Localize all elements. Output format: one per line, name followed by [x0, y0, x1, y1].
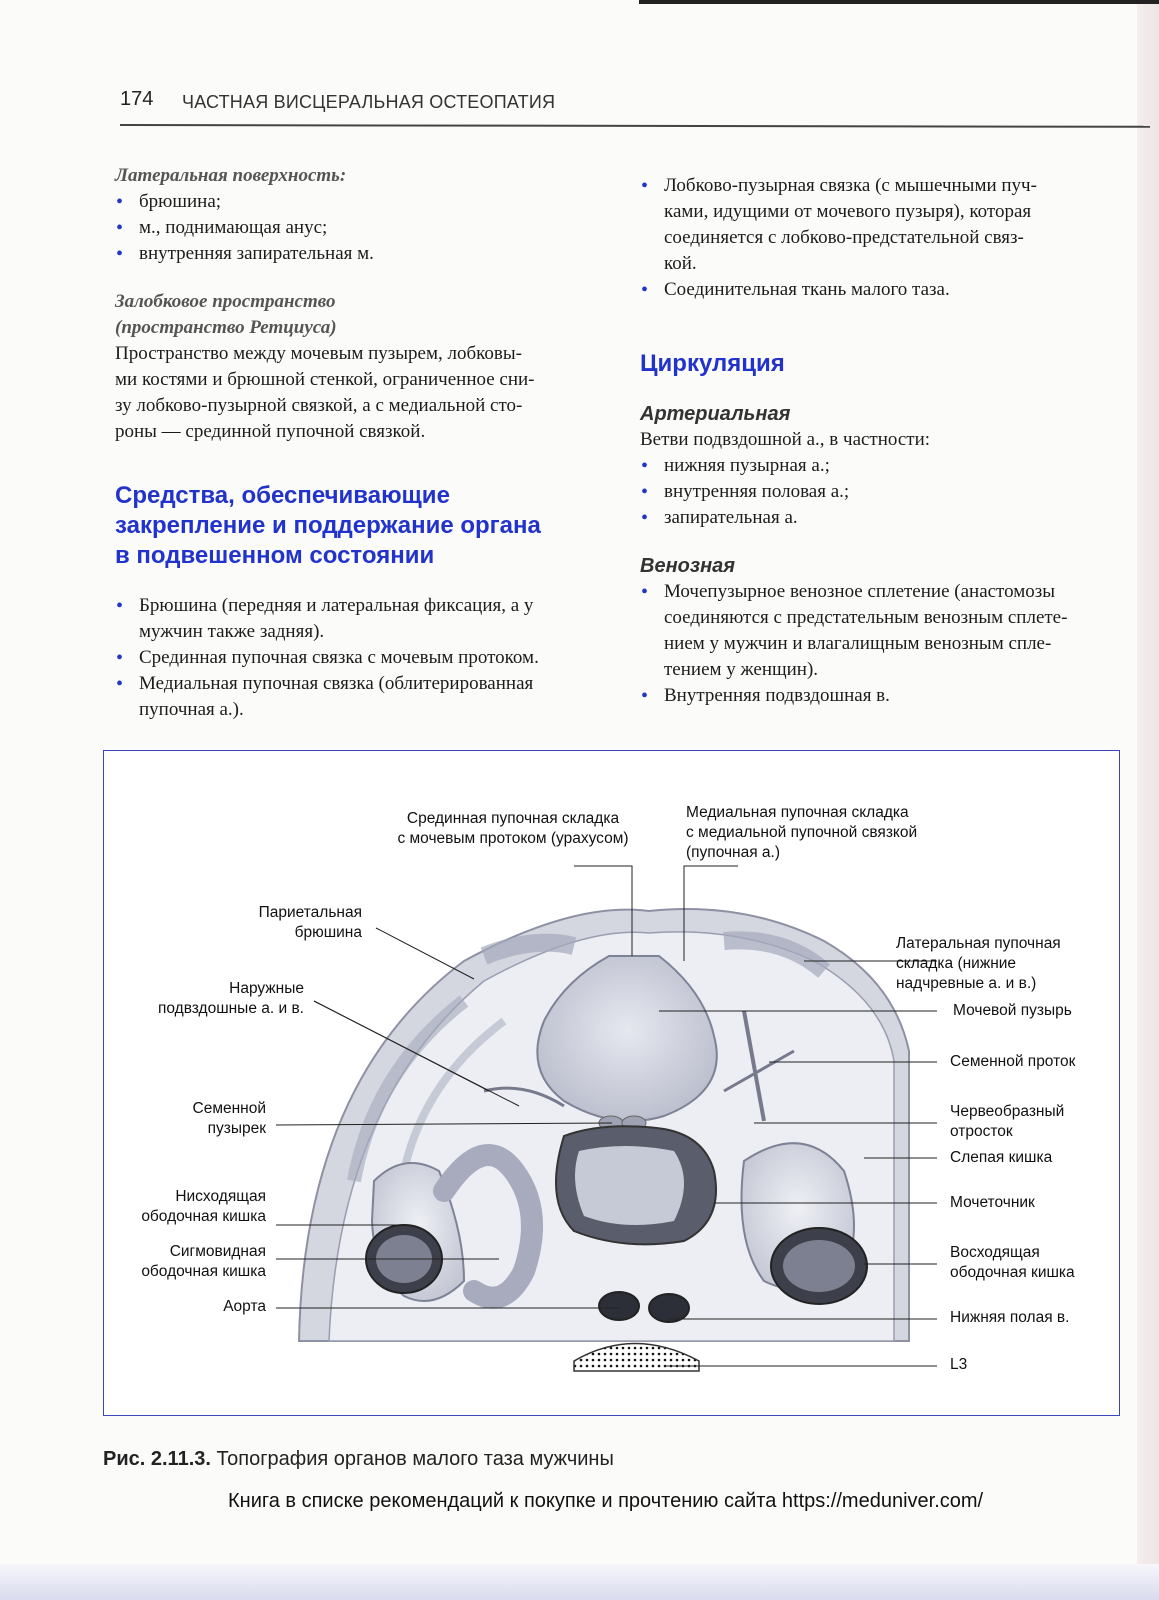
label-l3-vertebra: L3	[950, 1356, 968, 1373]
retzius-heading-line-2: (пространство Ретциуса)	[115, 317, 337, 338]
list-item-line: нием у мужчин и влагалищным венозным спле-	[664, 633, 1052, 654]
paragraph-line: ми костями и брюшной стенкой, ограниченное сни-	[115, 369, 535, 390]
page-edge-shadow	[1137, 0, 1159, 1600]
list-item: • внутренняя запирательная м.	[115, 241, 615, 267]
footer-note: Книга в списке рекомендаций к покупке и прочтению сайта https://meduniver.com/	[228, 1490, 984, 1512]
caption-text: Топография органов малого таза мужчины	[216, 1448, 614, 1470]
label-parietal-peritoneum: Париетальная брюшина	[258, 904, 362, 941]
figure-caption	[103, 1448, 614, 1471]
list-item-line: мужчин также задняя).	[139, 621, 325, 642]
page-edge-top	[639, 0, 1159, 4]
label-bladder: Мочевой пузырь	[953, 1002, 1072, 1019]
list-item	[115, 593, 615, 645]
list-item-line: • Медиальная пупочная связка (облитерированная	[139, 673, 534, 694]
list-item: • м., поднимающая анус;	[115, 215, 615, 241]
ligament-list	[640, 173, 1130, 303]
list-item-line: ками, идущими от мочевого пузыря), которая	[664, 201, 1032, 222]
label-lateral-umbilical-fold: Латеральная пупочная складка (нижние надчревные а. и в.)	[896, 935, 1061, 992]
support-section-title	[115, 481, 615, 571]
section-title-line: Средства, обеспечивающие	[115, 482, 450, 509]
lateral-surface-heading: Латеральная поверхность:	[115, 165, 347, 186]
label-ascending-colon: Восходящая ободочная кишка	[950, 1244, 1075, 1281]
list-item: • нижняя пузырная а.;	[640, 453, 1130, 479]
list-item	[640, 683, 1130, 709]
support-list	[115, 593, 615, 723]
page-number: 174	[120, 88, 154, 110]
label-appendix: Червеобразный отросток	[950, 1103, 1065, 1140]
label-inferior-vena-cava: Нижняя полая в.	[950, 1309, 1070, 1326]
arterial-intro: Ветви подвздошной а., в частности:	[640, 429, 931, 450]
arterial-list	[640, 453, 1130, 531]
venous-list	[640, 579, 1130, 709]
list-item-line: • Мочепузырное венозное сплетение (анастомозы	[664, 581, 1056, 602]
section-title-line: в подвешенном состоянии	[115, 542, 435, 569]
label-external-iliac-vessels: Наружные подвздошные а. и в.	[157, 980, 304, 1017]
list-item-line: • Лобково-пузырная связка (с мышечными пуч-	[664, 175, 1037, 196]
list-item-line: • Брюшина (передняя и латеральная фиксация, а у	[139, 595, 534, 616]
label-medial-umbilical-fold: Медиальная пупочная складка с медиальной пупочной связкой (пупочная а.)	[686, 804, 918, 861]
list-item	[640, 579, 1130, 683]
caption-number: Рис. 2.11.3.	[103, 1448, 211, 1470]
list-item-line: соединяются с предстательным венозным сплете-	[664, 607, 1068, 628]
list-item-line: кой.	[664, 253, 697, 274]
list-item-line: • Внутренняя подвздошная в.	[664, 685, 890, 706]
list-item-line: • Срединная пупочная связка с мочевым протоком.	[139, 647, 539, 668]
retzius-paragraph	[115, 341, 615, 445]
paragraph-line: Пространство между мочевым пузырем, лобковы-	[115, 343, 522, 364]
label-seminal-vesicle: Семенной пузырек	[192, 1100, 266, 1137]
list-item: • брюшина;	[115, 189, 615, 215]
list-item: • запирательная а.	[640, 505, 1130, 531]
header-rule	[120, 124, 1150, 128]
list-item	[640, 173, 1130, 277]
page-edge-bottom	[0, 1564, 1159, 1600]
label-cecum: Слепая кишка	[950, 1149, 1053, 1166]
list-item	[640, 277, 1130, 303]
left-column	[115, 163, 615, 723]
running-title: ЧАСТНАЯ ВИСЦЕРАЛЬНАЯ ОСТЕОПАТИЯ	[182, 92, 556, 112]
list-item-line: соединяется с лобково-предстательной связ-	[664, 227, 1024, 248]
label-aorta: Аорта	[223, 1298, 266, 1315]
arterial-title: Артериальная	[640, 403, 791, 425]
list-item	[115, 671, 615, 723]
list-item	[115, 645, 615, 671]
circulation-title: Циркуляция	[640, 350, 785, 377]
list-item-line: • Соединительная ткань малого таза.	[664, 279, 950, 300]
right-column	[640, 173, 1130, 709]
lateral-surface-list	[115, 189, 615, 267]
label-vas-deferens: Семенной проток	[950, 1053, 1076, 1070]
section-title-line: закрепление и поддержание органа	[115, 512, 541, 539]
list-item-line: пупочная а.).	[139, 699, 244, 720]
label-median-umbilical-fold: Срединная пупочная складка с мочевым протоком (урахусом)	[397, 810, 629, 847]
label-sigmoid-colon: Сигмовидная ободочная кишка	[141, 1243, 266, 1280]
figure-frame	[103, 750, 1120, 1416]
list-item-line: тением у женщин).	[664, 659, 819, 680]
venous-title: Венозная	[640, 555, 736, 577]
label-descending-colon: Нисходящая ободочная кишка	[141, 1188, 266, 1225]
paragraph-line: зу лобково-пузырной связкой, а с медиальной сто-	[115, 395, 523, 416]
label-ureter: Мочеточник	[950, 1194, 1035, 1211]
retzius-heading-line-1: Залобковое пространство	[115, 291, 336, 312]
paragraph-line: роны — срединной пупочной связкой.	[115, 421, 426, 442]
page-header	[120, 84, 1150, 134]
list-item: • внутренняя половая а.;	[640, 479, 1130, 505]
